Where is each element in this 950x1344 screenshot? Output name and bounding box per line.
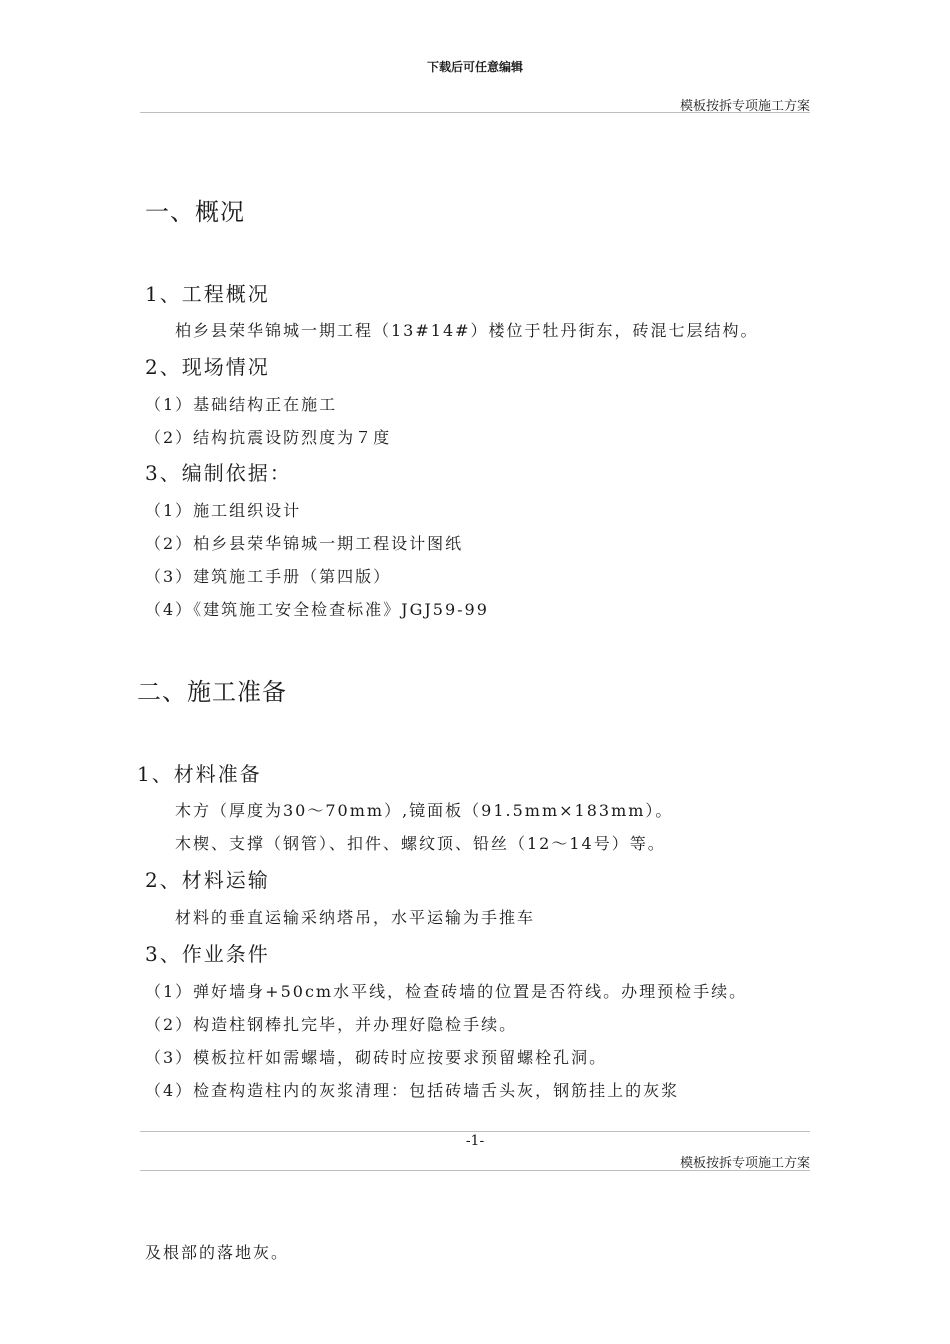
s2-sub2-title: 2、材料运输 <box>145 868 270 892</box>
page-number: -1- <box>465 1133 485 1149</box>
download-note: 下载后可任意编辑 <box>426 60 523 74</box>
s2-sub3-item-4: （4）检查构造柱内的灰浆清理：包括砖墙舌头灰，钢筋挂上的灰浆 <box>145 1081 680 1100</box>
header-rule-page-2 <box>140 1170 810 1171</box>
s1-sub3-item-2: （2）柏乡县荣华锦城一期工程设计图纸 <box>145 534 464 553</box>
s2-sub3-title: 3、作业条件 <box>145 942 270 966</box>
s1-sub3-title: 3、编制依据： <box>145 461 292 485</box>
s2-sub1-title: 1、材料准备 <box>137 762 262 786</box>
running-header: 模板按拆专项施工方案 <box>679 99 810 114</box>
s1-sub1-title: 1、工程概况 <box>145 282 270 306</box>
header-rule <box>140 112 810 113</box>
s2-sub1-line-1: 木方（厚度为30～70mm）,镜面板（91.5mm×183mm）。 <box>175 801 674 820</box>
s1-sub3-item-1: （1）施工组织设计 <box>145 501 302 520</box>
s2-sub3-item-1: （1）弹好墙身+50cm水平线，检查砖墙的位置是否符线。办理预检手续。 <box>145 982 748 1001</box>
s1-sub2-item-1: （1）基础结构正在施工 <box>145 395 338 414</box>
s1-sub2-item-2: （2）结构抗震设防烈度为７度 <box>145 428 392 447</box>
s1-sub1-text: 柏乡县荣华锦城一期工程（13#14#）楼位于牡丹街东，砖混七层结构。 <box>175 321 759 340</box>
section-1-title: 一、概况 <box>145 198 245 226</box>
s1-sub3-item-4: （4）《建筑施工安全检查标准》JGJ59-99 <box>145 600 489 619</box>
continuation-text: 及根部的落地灰。 <box>145 1243 290 1262</box>
s2-sub1-line-2: 木楔、支撑（钢管）、扣件、螺纹顶、铅丝（12～14号）等。 <box>175 834 666 853</box>
running-header-page-2: 模板按拆专项施工方案 <box>679 1156 810 1171</box>
s1-sub2-title: 2、现场情况 <box>145 355 270 379</box>
footer-rule <box>140 1131 810 1132</box>
s1-sub3-item-3: （3）建筑施工手册（第四版） <box>145 567 392 586</box>
s2-sub3-item-2: （2）构造柱钢棒扎完毕，并办理好隐检手续。 <box>145 1015 518 1034</box>
s2-sub2-text: 材料的垂直运输采纳塔吊，水平运输为手推车 <box>175 908 536 927</box>
section-2-title: 二、施工准备 <box>137 678 287 706</box>
s2-sub3-item-3: （3）模板拉杆如需螺墙，砌砖时应按要求预留螺栓孔洞。 <box>145 1048 608 1067</box>
